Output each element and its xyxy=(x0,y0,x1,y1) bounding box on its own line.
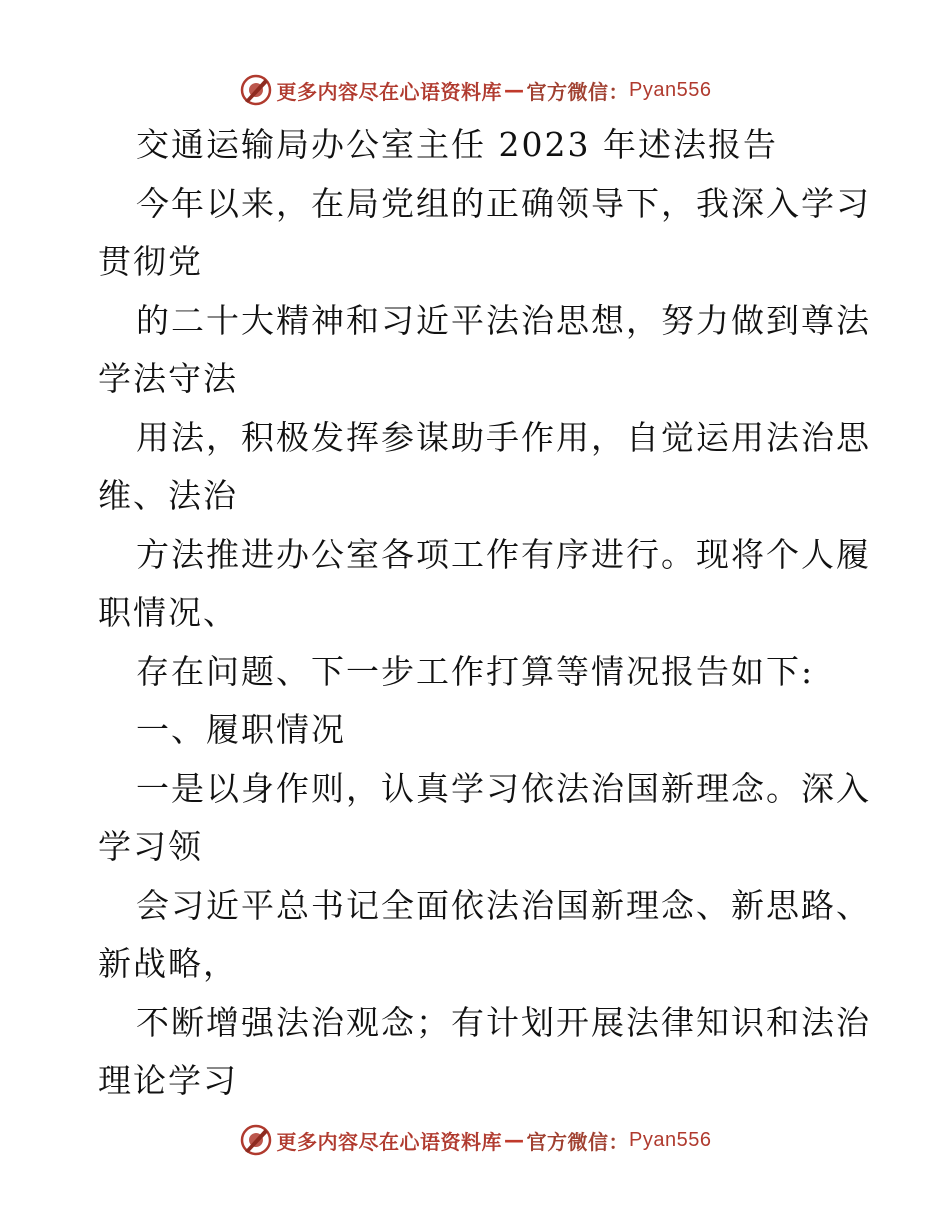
paragraph-line: 今年以来，在局党组的正确领导下，我深入学习 xyxy=(136,183,871,223)
paragraph-line: 新战略， xyxy=(98,944,238,983)
header-watermark xyxy=(0,70,950,110)
footer-watermark xyxy=(0,1120,950,1160)
paragraph-line: 的二十大精神和习近平法治思想，努力做到尊法 xyxy=(136,300,871,340)
paragraph-line: 学习领 xyxy=(98,827,203,866)
document-title: 交通运输局办公室主任 2023 年述法报告 xyxy=(136,125,778,164)
watermark-wechat-id: Pyan556 xyxy=(629,1128,712,1151)
watermark-official-label: 官方微信： xyxy=(526,79,630,104)
paragraph-line: 维、法治 xyxy=(98,476,238,515)
quill-pen-seal-icon xyxy=(239,73,273,107)
paragraph-line: 存在问题、下一步工作打算等情况报告如下: xyxy=(136,651,815,691)
paragraph-line: 理论学习 xyxy=(98,1061,238,1100)
watermark-brand: 更多内容尽在心语资料库 xyxy=(276,79,503,104)
watermark-official-label: 官方微信： xyxy=(526,1129,630,1154)
watermark-brand: 更多内容尽在心语资料库 xyxy=(276,1129,503,1154)
paragraph-line: 不断增强法治观念；有计划开展法律知识和法治 xyxy=(136,1002,871,1042)
document-body xyxy=(98,116,871,1111)
watermark-dash: — xyxy=(504,1128,525,1152)
paragraph-line: 学法守法 xyxy=(98,359,238,398)
watermark-wechat-id: Pyan556 xyxy=(629,78,712,101)
paragraph-line: 一是以身作则，认真学习依法治国新理念。深入 xyxy=(136,768,871,808)
paragraph-line: 职情况、 xyxy=(98,593,238,632)
paragraph-line: 会习近平总书记全面依法治国新理念、新思路、 xyxy=(136,885,871,925)
paragraph-line: 方法推进办公室各项工作有序进行。现将个人履 xyxy=(136,534,871,574)
quill-pen-seal-icon xyxy=(239,1123,273,1157)
paragraph-line: 用法，积极发挥参谋助手作用，自觉运用法治思 xyxy=(136,417,871,457)
paragraph-line: 贯彻党 xyxy=(98,242,203,281)
section-heading: 一、履职情况 xyxy=(136,710,346,749)
watermark-dash: — xyxy=(504,78,525,102)
